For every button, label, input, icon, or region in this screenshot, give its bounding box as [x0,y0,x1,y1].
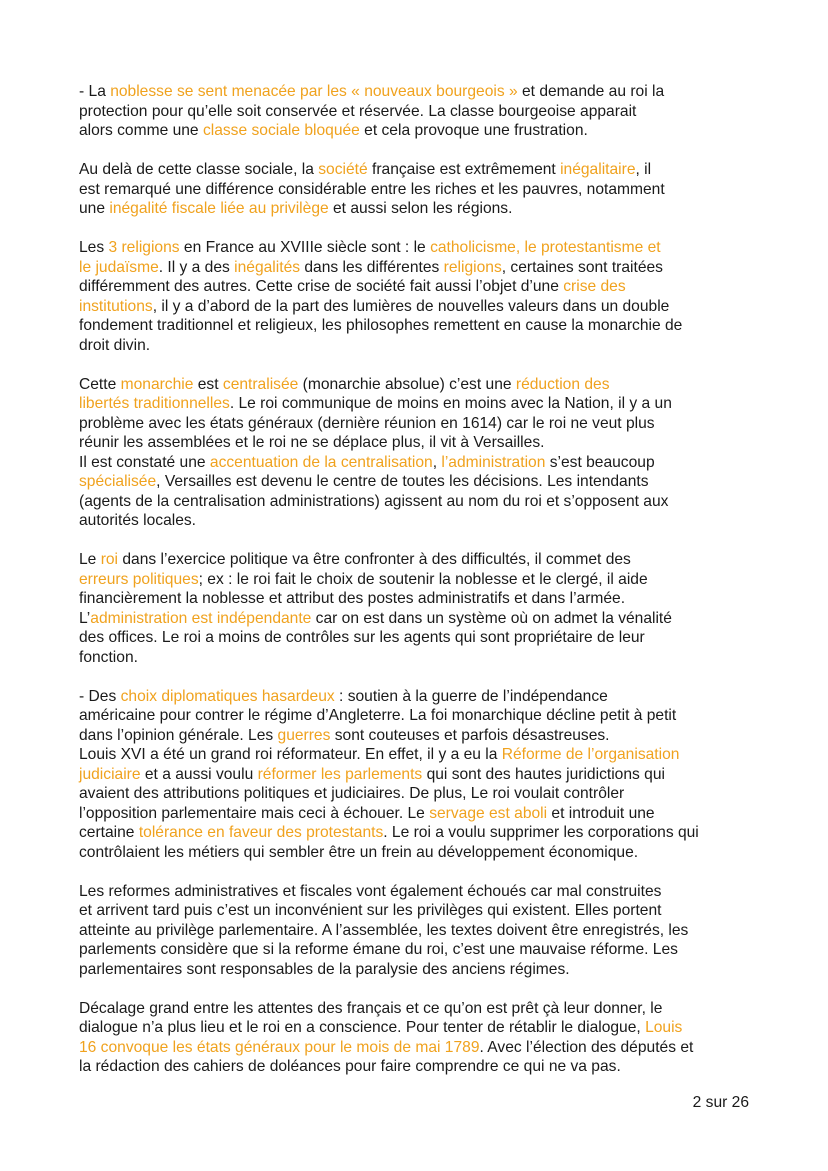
text-line [79,628,699,648]
body-text: Les [79,239,109,256]
paragraph-gap [79,141,699,161]
body-text: des offices. Le roi a moins de contrôles sur les agents qui sont propriétaire de leur [79,629,645,646]
body-text: problème avec les états généraux (dernière réunion en 1614) car le roi ne veut plus [79,414,655,432]
body-text: est remarqué une différence considérable entre les riches et les pauvres, notamment [79,180,665,198]
paragraph-gap [79,667,699,687]
text-line [79,336,699,356]
body-text: et a aussi voulu [140,765,258,783]
body-text: , il [635,161,652,178]
text-line [79,648,699,668]
body-text: américaine pour contrer le régime d’Angleterre. La foi monarchique décline petit à petit [79,707,677,724]
body-text: Les reformes administratives et fiscales vont également échoués car mal construites [79,882,662,900]
body-text: Au delà de cette classe sociale, la [79,161,319,178]
text-line [79,160,699,180]
text-line [79,940,699,960]
paragraph-gap [79,219,699,239]
highlighted-text: choix diplomatiques hasardeux [120,687,335,705]
body-text: Cette [79,375,121,393]
text-line [79,1038,699,1058]
text-line [79,745,699,765]
text-line [79,238,699,258]
body-text: dans les différentes [300,258,444,276]
body-text: protection pour qu’elle soit conservée et réservée. La classe bourgeoise apparait [79,102,637,120]
highlighted-text: société [318,161,368,178]
highlighted-text: monarchie [120,375,194,393]
paragraph-gap [79,355,699,375]
body-text: (agents de la centralisation administrations) agissent au nom du roi et s’opposent aux [79,492,669,510]
text-line [79,472,699,492]
body-text: avaient des attributions politiques et judiciaires. De plus, Le roi voulait contrôler [79,785,625,802]
text-line [79,277,699,297]
highlighted-text: inégalité fiscale liée au privilège [109,200,329,217]
body-text: autorités locales. [79,512,197,529]
highlighted-text: inégalitaire [560,161,636,178]
highlighted-text: institutions [79,297,153,315]
highlighted-text: centralisée [222,375,299,393]
body-text: différemment des autres. Cette crise de société fait aussi l’objet d’une [79,278,564,295]
highlighted-text: réduction des [515,375,610,393]
body-text: et introduit une [547,804,655,822]
paragraph-gap [79,531,699,551]
text-line [79,570,699,590]
body-text: dialogue n’a plus lieu et le roi en a conscience. Pour tenter de rétablir le dialogue, [79,1019,646,1036]
highlighted-text: religions [443,258,502,276]
highlighted-text: réformer les parlements [257,765,423,783]
text-line [79,589,699,609]
highlighted-text: servage est aboli [429,804,548,822]
body-text: fonction. [79,648,138,666]
body-text: et demande au roi la [517,83,665,100]
body-text: et cela provoque une frustration. [359,122,588,139]
highlighted-text: administration est indépendante [90,609,312,627]
body-text: la rédaction des cahiers de doléances pour faire comprendre ce qui ne va pas. [79,1058,621,1075]
text-line [79,706,699,726]
body-text: Le [79,551,101,568]
highlighted-text: Louis [645,1019,683,1036]
highlighted-text: 16 convoque les états généraux pour le mois de mai 1789 [79,1038,480,1056]
body-text: dans l’opinion générale. Les [79,726,278,744]
highlighted-text: crise des [563,278,626,295]
text-line [79,316,699,336]
highlighted-text: erreurs politiques [79,570,199,588]
body-text: l’opposition parlementaire mais ceci à échouer. Le [79,804,430,822]
body-text: - Des [79,687,121,705]
paragraph-gap [79,862,699,882]
highlighted-text: judiciaire [79,765,141,783]
body-text: une [79,200,110,217]
body-text: . Le roi communique de moins en moins avec la Nation, il y a un [229,395,672,412]
body-text: L’ [79,609,91,627]
body-text: sont couteuses et parfois désastreuses. [330,726,610,744]
body-text: ; ex : le roi fait le choix de soutenir la noblesse et le clergé, il aide [198,570,648,588]
text-line [79,258,699,278]
highlighted-text: catholicisme, le protestantisme et [430,239,661,256]
text-line [79,882,699,902]
highlighted-text: inégalités [234,258,301,276]
text-line [79,901,699,921]
highlighted-text: 3 religions [108,239,180,256]
highlighted-text: libertés traditionnelles [79,395,230,412]
text-line [79,1057,699,1077]
body-text: et arrivent tard puis c’est un inconvénient sur les privilèges qui existent. Elles portent [79,902,662,919]
text-line [79,511,699,531]
text-line [79,765,699,785]
highlighted-text: spécialisée [79,473,157,490]
body-text: . Le roi a voulu supprimer les corporations qui [383,824,699,841]
body-text: . Avec l’élection des députés et [479,1038,694,1056]
text-line [79,433,699,453]
highlighted-text: le judaïsme [79,258,159,276]
text-line [79,999,699,1019]
body-text: s’est beaucoup [545,453,655,471]
body-text: en France au XVIIIe siècle sont : le [179,239,431,256]
paragraph-gap [79,979,699,999]
text-line [79,121,699,141]
body-text: car on est dans un système où on admet la vénalité [311,609,672,627]
body-text: , Versailles est devenu le centre de toutes les décisions. Les intendants [156,473,649,490]
text-line [79,843,699,863]
text-line [79,550,699,570]
body-text: , il y a d’abord de la part des lumières de nouvelles valeurs dans un double [152,297,670,315]
highlighted-text: guerres [277,726,331,744]
highlighted-text: l’administration [441,453,546,471]
highlighted-text: noblesse se sent menacée par les « nouveaux bourgeois » [110,83,518,100]
body-text: dans l’exercice politique va être confronter à des difficultés, il commet des [118,551,631,568]
body-text: - La [79,83,111,100]
text-line [79,687,699,707]
body-text: qui sont des hautes juridictions qui [422,765,665,783]
text-line [79,199,699,219]
body-text: alors comme une [79,122,203,139]
body-text: droit divin. [79,336,151,354]
highlighted-text: tolérance en faveur des protestants [138,824,384,841]
highlighted-text: accentuation de la centralisation [209,453,433,471]
body-text: fondement traditionnel et religieux, les philosophes remettent en cause la monarchie de [79,317,683,334]
body-text: , [432,453,442,471]
text-line [79,823,699,843]
page-number: 2 sur 26 [692,1094,749,1111]
body-text: réunir les assemblées et le roi ne se déplace plus, il vit à Versailles. [79,434,545,451]
text-line [79,82,699,102]
body-text: Décalage grand entre les attentes des français et ce qu’on est prêt çà leur donner, le [79,999,663,1017]
text-line [79,1018,699,1038]
body-text: : soutien à la guerre de l’indépendance [334,687,608,705]
text-line [79,102,699,122]
text-line [79,180,699,200]
text-line [79,414,699,434]
body-text: , certaines sont traitées [501,258,663,276]
text-line [79,804,699,824]
body-text: Louis XVI a été un grand roi réformateur. En effet, il y a eu la [79,746,502,763]
body-text: atteinte au privilège parlementaire. A l’assemblée, les textes doivent être enregistrés, les [79,921,689,939]
highlighted-text: roi [100,551,119,568]
text-line [79,453,699,473]
body-text: financièrement la noblesse et attribut des postes administratifs et dans l’armée. [79,590,626,607]
highlighted-text: classe sociale bloquée [202,122,360,139]
text-line [79,726,699,746]
body-text: contrôlaient les métiers qui sembler être un frein au développement économique. [79,843,639,861]
text-line [79,921,699,941]
text-line [79,394,699,414]
body-text: certaine [79,824,139,841]
text-line [79,375,699,395]
text-line [79,960,699,980]
body-text: . Il y a des [158,258,235,276]
body-text: parlementaires sont responsables de la paralysie des anciens régimes. [79,960,570,978]
body-text: (monarchie absolue) c’est une [298,375,516,393]
text-line [79,784,699,804]
body-text: Il est constaté une [79,453,210,471]
highlighted-text: Réforme de l’organisation [501,746,680,763]
document-body [79,82,699,1077]
text-line [79,297,699,317]
text-line [79,492,699,512]
body-text: française est extrêmement [367,161,561,178]
body-text: est [193,375,223,393]
body-text: et aussi selon les régions. [328,200,513,217]
text-line [79,609,699,629]
body-text: parlements considère que si la reforme émane du roi, c’est une mauvaise réforme. Les [79,941,678,958]
